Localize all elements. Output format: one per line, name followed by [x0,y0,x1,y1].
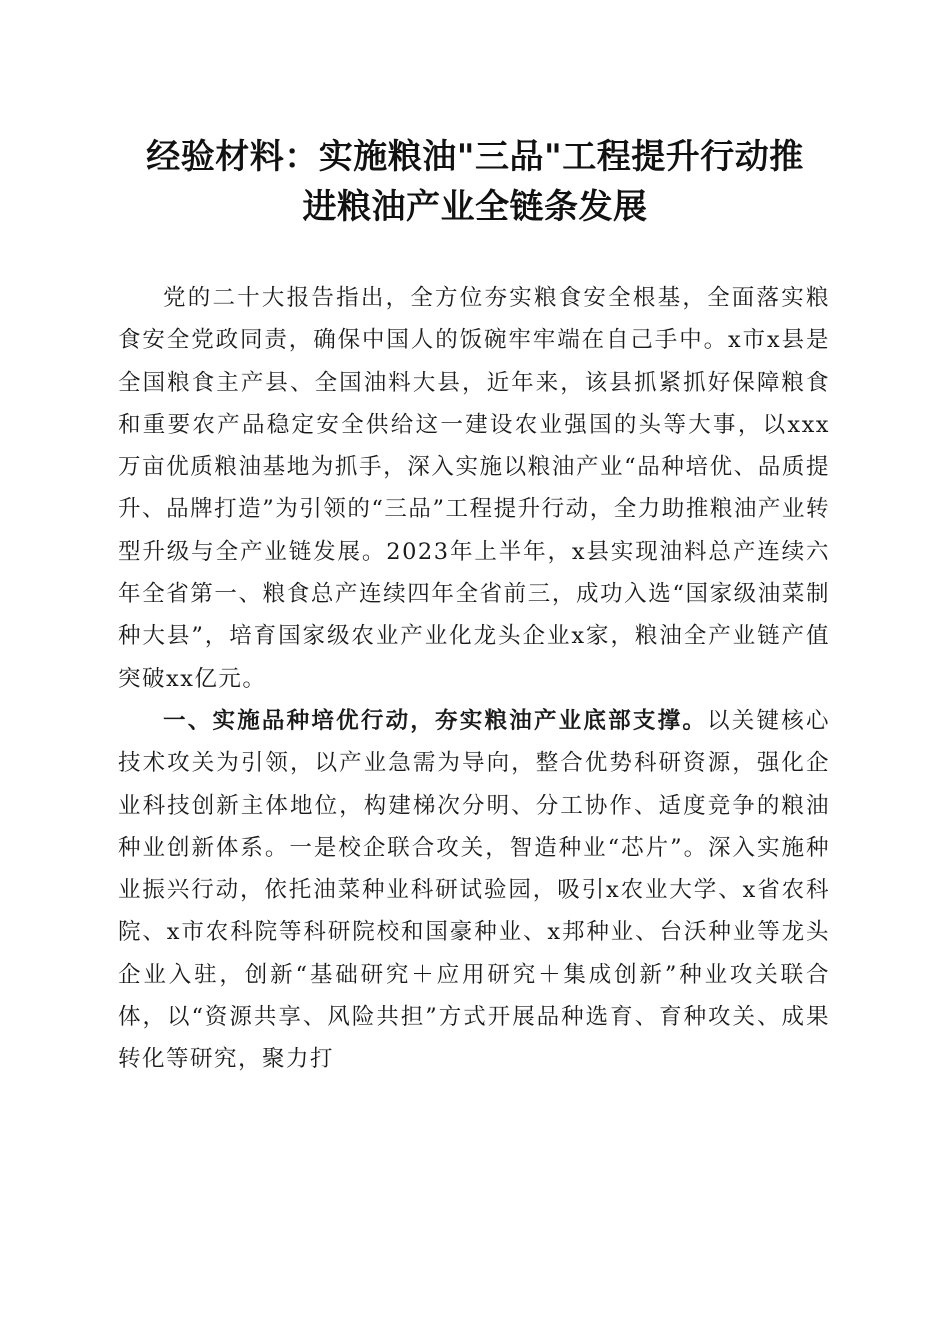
document-body [118,277,830,1081]
title-line-2: 进粮油产业全链条发展 [302,187,648,227]
section-1-paragraph [118,700,830,1081]
intro-paragraph: 党的二十大报告指出，全方位夯实粮食安全根基，全面落实粮食安全党政同责，确保中国人的饭碗牢牢端在自己手中。x市x县是全国粮食主产县、全国油料大县，近年来，该县抓紧抓好保障粮食和重要农产品稳定安全供给这一建设农业强国的头等大事，以xxx万亩优质粮油基地为抓手，深入实施以粮油产业“品种培优、品质提升、品牌打造”为引领的“三品”工程提升行动，全力助推粮油产业转型升级与全产业链发展。2023年上半年，x县实现油料总产连续六年全省第一、粮食总产连续四年全省前三，成功入选“国家级油菜制种大县”，培育国家级农业产业化龙头企业x家，粮油全产业链产值突破xx亿元。 [118,285,830,692]
section-1-text: 以关键核心技术攻关为引领，以产业急需为导向，整合优势科研资源，强化企业科技创新主体地位，构建梯次分明、分工协作、适度竞争的粮油种业创新体系。一是校企联合攻关，智造种业“芯片”。深入实施种业振兴行动，依托油菜种业科研试验园，吸引x农业大学、x省农科院、x市农科院等科研院校和国豪种业、x邦种业、台沃种业等龙头企业入驻，创新“基础研究＋应用研究＋集成创新”种业攻关联合体，以“资源共享、风险共担”方式开展品种选育、育种攻关、成果转化等研究，聚力打 [118,707,830,1073]
title-line-1: 经验材料：实施粮油"三品"工程提升行动推 [146,137,804,177]
document-title [115,132,835,232]
section-1-heading: 一、实施品种培优行动，夯实粮油产业底部支撑。 [163,707,708,734]
